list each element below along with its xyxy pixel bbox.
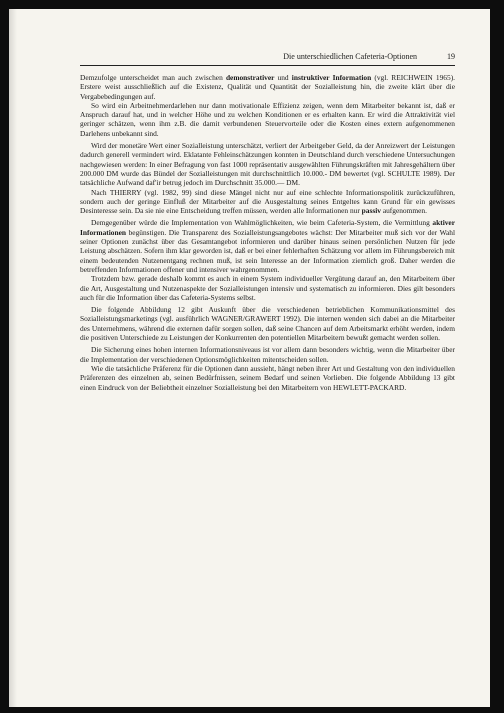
text-run: begünstigen. Die Transparenz des Sozialleistungsangebotes wächst: Der Mitarbeiter muß sich vor der Wahl seiner Optionen zunächst über das Gesamtangebot informieren und darüber hinaus seinen persönlichen Nutzen für jede Leistung abschätzen. Sofern ihm klar geworden ist, daß er bei einer fehlerhaften Schätzung vor allem im Führungsbereich mit einem bedeutenden Nutzenentgang rechnen muß, ist sein Interesse an der Information ziemlich groß. Daher werden die betreffenden Informationen offener und intensiver wahrgenommen. xyxy=(80,227,455,274)
text-run: Demgegenüber würde die Implementation von Wahlmöglichkeiten, wie beim Cafeteria-System, die Vermittlung xyxy=(91,218,433,228)
paragraph-9: Wie die tatsächliche Präferenz für die Optionen dann aussieht, hängt neben ihrer Art und Gestaltung von den individuellen Präferenzen des einzelnen ab, seinen Bedürfnissen, seinem Bedarf und seinen Vorlieben. Die folgende Abbildung 13 gibt einen Eindruck von der Beliebtheit einzelner Sozialleistung bei den Mitarbeitern von HEWLETT-PACKARD. xyxy=(80,363,455,392)
text-run: und xyxy=(274,73,292,82)
header-rule xyxy=(80,65,455,66)
text-run: Demzufolge unterscheidet man auch zwischen xyxy=(80,73,226,82)
binding-shadow xyxy=(9,9,17,707)
paragraph-3: Wird der monetäre Wert einer Sozialleistung unterschätzt, verliert der Arbeitgeber Geld, da der Anreizwert der Leistungen dadurch generell vermindert wird. Eklatante Fehleinschätzungen konnten in Deutschland durch verschiedene Untersuchungen nachgewiesen werden: In einer Befragung von fast 1000 repräsentativ ausgewählten Führungskräften mit Jahresgehältern über 200.000 DM wurde das Bündel der Sozialleistungen mit durchschnittlich 10.000.- DM bewertet (vgl. SCHULTE 1989). Der tatsächliche Aufwand daf'ir betrug jedoch im Durchschnitt 35.000.— DM. xyxy=(80,141,455,188)
paragraph-4 xyxy=(80,188,455,216)
page-number: 19 xyxy=(447,52,455,61)
running-header xyxy=(80,52,455,66)
bold-term-instruktiver: instruktiver Information xyxy=(291,73,372,82)
bold-term-demonstrativer: demonstrativer xyxy=(225,73,275,82)
text-run: Nach THIERRY (vgl. 1982, 99) sind diese Mängel nicht nur auf eine schlechte Informationspolitik zurückzuführen, sondern auch der geringe Einfluß der Mitarbeiter auf die Ausgestaltung seines Entgeltes kann Grund für ein gewisses Desinteresse sein. Da sie nie eine Entscheidung treffen müssen, werden alle Informationen nur xyxy=(80,187,455,216)
text-run: (vgl. REICHWEIN 1965). Erstere weist ausschließlich auf die Existenz, Qualität und Quantität der Sozialleistung hin, die zweite klärt über die Vergabebedingungen auf. xyxy=(80,73,455,101)
bold-term-passiv: passiv xyxy=(361,206,381,216)
bold-term-aktiver: aktiver Informationen xyxy=(80,218,455,237)
paragraph-8: Die Sicherung eines hohen internen Informationsniveaus ist vor allem dann besonders wichtig, wenn die Mitarbeiter über die Implementation der verschiedenen Optionsmöglichkeiten mitentscheiden sollen. xyxy=(80,345,455,364)
paragraph-5 xyxy=(80,218,455,274)
paragraph-1 xyxy=(80,73,455,101)
paragraph-6: Trotzdem bzw. gerade deshalb kommt es auch in einem System individueller Vergütung darauf an, den Mitarbeitern über die Art, Ausgestaltung und Nutzenaspekte der Sozialleistungen intensiv und systematisch zu informieren. Dies gilt besonders auch für die Information über das Cafeteria-Systems selbst. xyxy=(80,274,455,302)
body-text xyxy=(80,73,455,392)
paragraph-2: So wird ein Arbeitnehmerdarlehen nur dann motivationale Effizienz zeigen, wenn dem Mitarbeiter bekannt ist, daß er Anspruch darauf hat, und in welcher Höhe und zu welchen Konditionen er es erhalten kann. Er wird die Attraktivität viel geringer schätzen, wenn ihm z.B. die damit verbundenen Steuervorteile oder die Kosten eines extern aufgenommenen Darlehens unbekannt sind. xyxy=(80,100,455,138)
paragraph-7: Die folgende Abbildung 12 gibt Auskunft über die verschiedenen betrieblichen Kommunikationsmittel des Sozialleistungsmarketings (vgl. ausführlich WAGNER/GRAWERT 1992). Die internen wenden sich dabei an die Mitarbeiter des Unternehmens, während die externen dafür sorgen sollen, daß seine Chancen auf dem Arbeitsmarkt erhöht werden, indem die positiven Unterschiede zu Leistungen der Konkurrenten den potentiellen Mitarbeitern bewußt gemacht werden sollen. xyxy=(80,305,455,343)
running-title: Die unterschiedlichen Cafeteria-Optionen xyxy=(283,52,417,61)
text-run: aufgenommen. xyxy=(380,206,427,216)
